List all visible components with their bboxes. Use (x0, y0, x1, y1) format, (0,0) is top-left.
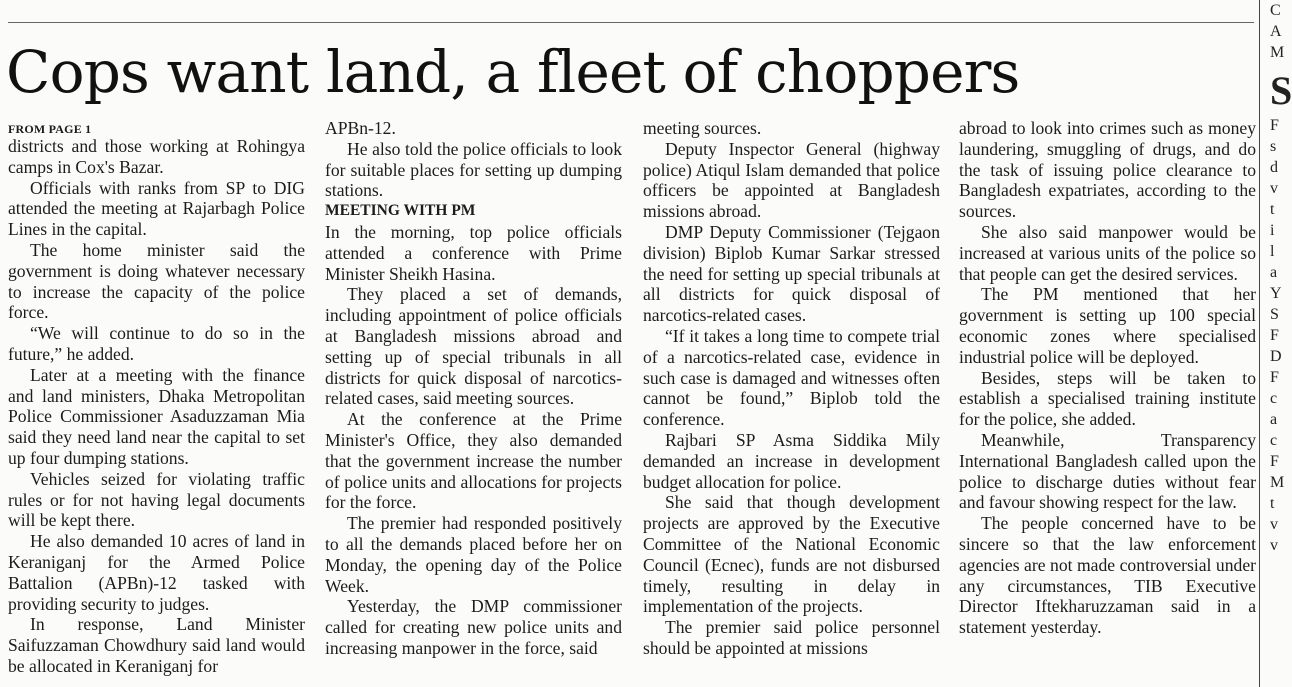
paragraph: DMP Deputy Commissioner (Tejgaon division) Biplob Kumar Sarkar stressed the need for setting up special tribunals at all districts for quick disposal of narcotics-related cases. (643, 221, 940, 326)
top-rule (8, 22, 1254, 23)
paragraph: Deputy Inspector General (highway police) Atiqul Islam demanded that police officers be appointed at Bangladesh missions abroad. (643, 138, 940, 222)
paragraph: meeting sources. (643, 118, 762, 138)
paragraph: The premier had responded positively to all the demands placed before her on Monday, the opening day of the Police Week. (325, 513, 622, 596)
edge-letter: v (1270, 516, 1278, 533)
edge-letter: c (1270, 390, 1278, 407)
paragraph: Meanwhile, Transparency International Bangladesh called upon the police to discharge duties without fear and favour showing respect for the law. (959, 429, 1256, 513)
adjacent-article-edge (1270, 0, 1292, 687)
section-subhead: MEETING WITH PM (325, 202, 476, 220)
paragraph: At the conference at the Prime Minister's Office, they also demanded that the government increase the number of police units and allocations for projects for the force. (325, 409, 622, 513)
article-column-4 (959, 118, 1256, 687)
article-column-1 (8, 118, 305, 687)
edge-letter: F (1270, 453, 1279, 470)
paragraph: They placed a set of demands, including appointment of police officials at Bangladesh missions abroad and setting up of special tribunals in all districts for quick disposal of narcotics-related cases, said meeting sources. (325, 284, 622, 409)
edge-letter: s (1270, 138, 1277, 155)
edge-letter: F (1270, 369, 1279, 386)
edge-letter: F (1270, 327, 1279, 344)
edge-letter: S (1270, 306, 1279, 323)
edge-letter: S (1270, 68, 1292, 113)
paragraph: “We will continue to do so in the future,” he added. (8, 323, 305, 364)
paragraph: The people concerned have to be sincere so that the law enforcement agencies are not made controversial under any circumstances, TIB Executive Director Iftekharuzzaman said in a statement yesterday. (959, 513, 1256, 638)
top-cut-text (0, 0, 1248, 6)
edge-letter: C (1270, 2, 1281, 19)
paragraph: Rajbari SP Asma Siddika Mily demanded an increase in development budget allocation for police. (643, 429, 940, 492)
article-column-3 (643, 118, 940, 687)
paragraph: She also said manpower would be increased at various units of the police so that people can get the desired services. (959, 221, 1256, 284)
edge-letter: Y (1270, 285, 1282, 302)
paragraph: APBn-12. (325, 118, 396, 138)
edge-letter: l (1270, 243, 1275, 260)
paragraph: districts and those working at Rohingya camps in Cox's Bazar. (8, 136, 305, 177)
edge-letter: D (1270, 348, 1282, 365)
paragraph: In the morning, top police officials attended a conference with Prime Minister Sheikh Hasina. (325, 221, 622, 284)
paragraph: Besides, steps will be taken to establish a specialised training institute for the police, she added. (959, 367, 1256, 430)
paragraph: Later at a meeting with the finance and land ministers, Dhaka Metropolitan Police Commissioner Asaduzzaman Mia said they need land near the capital to set up four dumping stations. (8, 364, 305, 468)
edge-letter: M (1270, 474, 1285, 491)
paragraph: Officials with ranks from SP to DIG attended the meeting at Rajarbagh Police Lines in the capital. (8, 177, 305, 240)
paragraph: In response, Land Minister Saifuzzaman Chowdhury said land would be allocated in Keraniganj for (8, 614, 305, 676)
jump-kicker: FROM PAGE 1 (8, 122, 92, 136)
paragraph: Yesterday, the DMP commissioner called for creating new police units and increasing manpower in the force, said (325, 596, 622, 658)
edge-letter: i (1270, 222, 1275, 239)
edge-letter: M (1270, 44, 1285, 61)
paragraph: He also demanded 10 acres of land in Keraniganj for the Armed Police Battalion (APBn)-12 tasked with providing security to judges. (8, 531, 305, 614)
paragraph: The PM mentioned that her government is setting up 100 special economic zones where specialised industrial police will be deployed. (959, 284, 1256, 367)
paragraph: She said that though development projects are approved by the Executive Committee of the National Economic Council (Ecnec), funds are not disbursed timely, resulting in delay in implementation of the projects. (643, 492, 940, 617)
edge-letter: d (1270, 159, 1278, 176)
edge-letter: A (1270, 23, 1282, 40)
edge-letter: F (1270, 117, 1279, 134)
edge-letter: a (1270, 411, 1278, 428)
edge-letter: c (1270, 432, 1278, 449)
edge-letter: v (1270, 180, 1278, 197)
paragraph: The premier said police personnel should be appointed at missions (643, 617, 940, 658)
paragraph: “If it takes a long time to compete trial of a narcotics-related case, evidence in such case is damaged and witnesses often cannot be found,” Biplob told the conference. (643, 325, 940, 430)
column-separator-rule (1259, 0, 1260, 687)
article-column-2 (325, 118, 622, 687)
paragraph: The home minister said the government is doing whatever necessary to increase the capacity of the police force. (8, 239, 305, 323)
headline: Cops want land, a fleet of choppers (6, 38, 1020, 106)
edge-letter: t (1270, 201, 1275, 218)
edge-letter: v (1270, 537, 1278, 554)
paragraph: abroad to look into crimes such as money laundering, smuggling of drugs, and do the task of issuing police clearance to Bangladesh expatriates, according to the sources. (959, 118, 1256, 222)
edge-letter: a (1270, 264, 1278, 281)
paragraph: Vehicles seized for violating traffic rules or for not having legal documents will be kept there. (8, 468, 305, 531)
edge-letter: t (1270, 495, 1275, 512)
paragraph: He also told the police officials to look for suitable places for setting up dumping stations. (325, 138, 622, 201)
